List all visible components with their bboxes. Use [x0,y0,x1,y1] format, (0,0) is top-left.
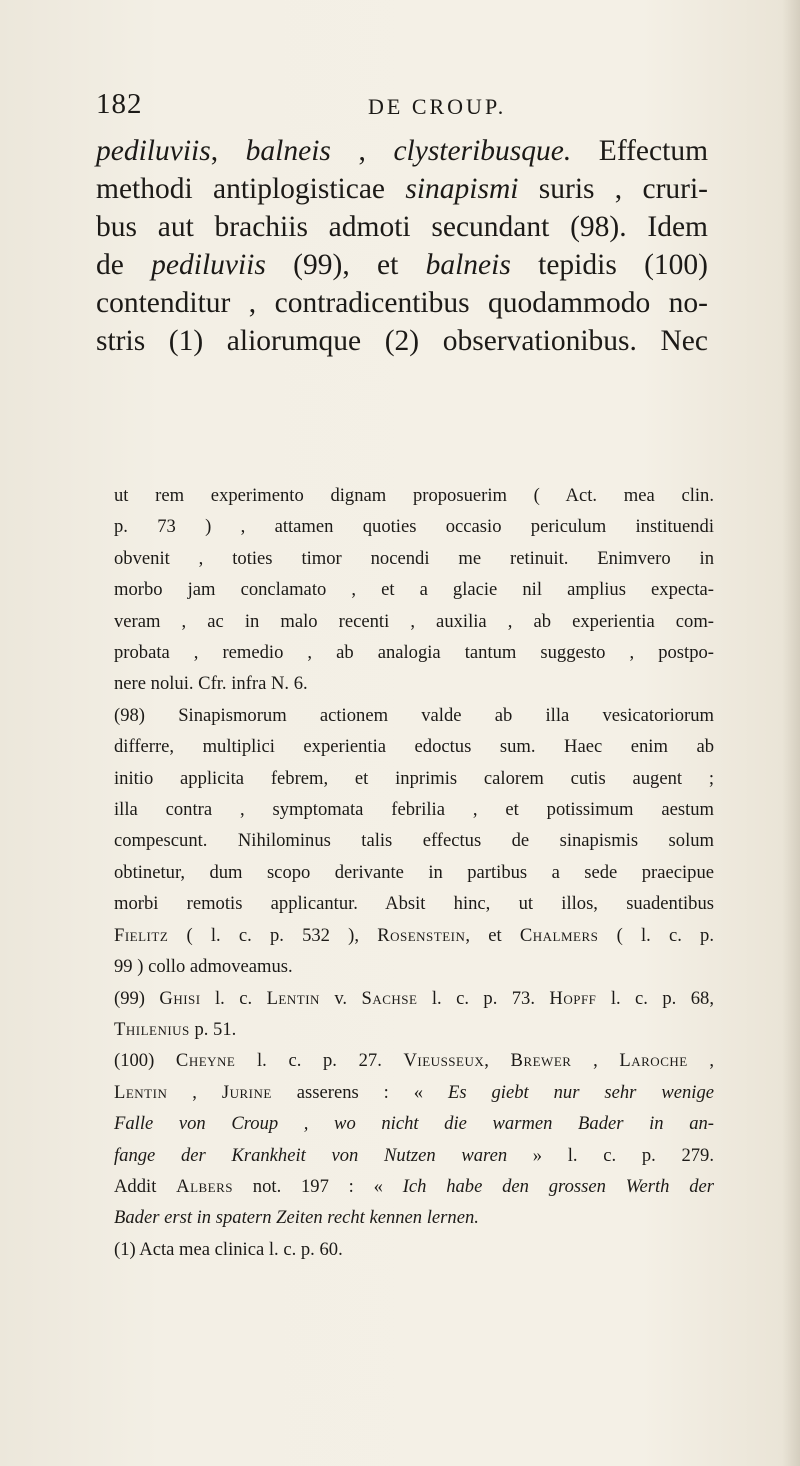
footnote-text: (98) Sinapismorum actionem valde ab illa vesicatoriorum [114,704,714,726]
footnote-text: l. c. p. 27. [235,1050,404,1072]
footnote-text: p. 73 ) , attamen quoties occasio periculum instituendi [114,516,714,538]
author-name: Hopff [549,987,597,1009]
footnote-text: , [687,1050,714,1072]
body-text: Effectum [571,135,709,167]
body-text: methodi antiplogisticae [96,173,406,205]
page-header [96,88,696,128]
footnote-line [114,1171,714,1202]
footnote-line [114,857,714,888]
footnotes [114,480,714,1265]
footnote-line [114,1234,714,1265]
footnote-text: initio applicita febrem, et inprimis calorem cutis augent ; [114,767,714,789]
author-name: Brewer [510,1050,572,1072]
body-text: tepidis (100) [510,249,709,281]
footnote-text: , [484,1050,511,1072]
body-line [96,208,708,246]
footnote-line [114,511,714,542]
footnote-text: (100) [114,1050,176,1072]
author-name: Lentin [114,1081,168,1103]
footnote-line [114,637,714,668]
body-text: de [96,249,152,281]
body-text: , [330,135,394,167]
footnote-line [114,1077,714,1108]
footnote-text: nere nolui. Cfr. infra N. 6. [114,673,308,695]
footnote-line [114,951,714,982]
footnote-text: , et [465,924,520,946]
footnote-text: not. 197 : « [233,1175,403,1197]
footnote-text: p. 51. [189,1018,237,1040]
author-name: Vieusseux [403,1050,485,1072]
footnote-line [114,794,714,825]
author-name: Lentin [266,987,320,1009]
footnote-text: 99 ) collo admoveamus. [114,956,293,978]
author-name: Thilenius [114,1018,190,1040]
body-text: bus aut brachiis admoti secundant (98). Idem [96,211,708,243]
body-line [96,170,708,208]
footnote-line [114,1014,714,1045]
italic-term: balneis [245,135,331,167]
footnote-line [114,606,714,637]
footnote-text: morbi remotis applicantur. Absit hinc, ut illos, suadentibus [114,893,714,915]
author-name: Rosenstein [377,924,466,946]
italic-term: pediluviis [96,135,211,167]
footnote-line [114,983,714,1014]
footnote-line [114,700,714,731]
footnote-text: ut rem experimento dignam proposuerim ( Act. mea clin. [114,485,714,506]
body-text: , [210,135,246,167]
author-name: Albers [176,1175,234,1197]
footnote-text: v. [319,987,362,1009]
footnote-text: (1) Acta mea clinica l. c. p. 60. [114,1238,343,1260]
footnote-text: , [571,1050,620,1072]
footnote-line [114,668,714,699]
body-line [96,322,708,360]
footnote-text: Addit [114,1175,177,1197]
footnote-text: obvenit , toties timor nocendi me retinuit. Enimvero in [114,547,714,569]
footnote-text: » l. c. p. 279. [507,1144,714,1166]
footnote-text: obtinetur, dum scopo derivante in partibus a sede praecipue [114,861,714,883]
german-quote: Es giebt nur sehr wenige [447,1081,714,1103]
page-edge-shadow [782,0,800,1466]
footnote-text: ( l. c. p. 532 ), [168,924,378,946]
footnote-text: , [167,1081,222,1103]
footnote-text: (99) [114,987,160,1009]
german-quote: Bader erst in spatern Zeiten recht kennen lernen. [114,1207,479,1229]
footnote-line [114,920,714,951]
footnote-text: illa contra , symptomata febrilia , et potissimum aestum [114,799,714,821]
footnote-line [114,1108,714,1139]
body-text: suris , cruri- [518,173,708,205]
author-name: Fielitz [114,924,169,946]
footnote-text: veram , ac in malo recenti , auxilia , ab experientia com- [114,610,714,632]
footnote-text: l. c. p. 68, [596,987,714,1009]
author-name: Laroche [619,1050,688,1072]
author-name: Jurine [221,1081,272,1103]
footnote-line [114,543,714,574]
german-quote: Falle von Croup , wo nicht die warmen Bader in an- [114,1113,714,1135]
footnote-line [114,763,714,794]
body-text: stris (1) aliorumque (2) observationibus. Nec [96,325,708,357]
footnote-line [114,480,714,511]
footnote-line [114,731,714,762]
author-name: Ghisi [159,987,201,1009]
main-text [96,132,708,360]
footnote-text: compescunt. Nihilominus talis effectus de sinapismis solum [114,830,714,852]
italic-term: sinapismi [405,173,519,205]
italic-term: clysteribusque. [393,135,572,167]
italic-term: pediluviis [151,249,266,281]
footnote-line [114,1202,714,1233]
footnote-text: probata , remedio , ab analogia tantum suggesto , postpo- [114,642,714,664]
footnote-line [114,888,714,919]
italic-term: balneis [425,249,511,281]
footnote-text: morbo jam conclamato , et a glacie nil amplius expecta- [114,579,714,601]
footnote-line [114,574,714,605]
footnote-line [114,1045,714,1076]
footnote-text: ( l. c. p. [598,924,714,946]
footnote-line [114,825,714,856]
body-line [96,246,708,284]
body-line [96,132,708,170]
footnote-line [114,1140,714,1171]
running-head: DE CROUP. [368,94,507,119]
footnote-text: differre, multiplici experientia edoctus sum. Haec enim ab [114,736,714,758]
author-name: Cheyne [175,1050,236,1072]
body-text: (99), et [265,249,426,281]
author-name: Sachse [361,987,418,1009]
german-quote: Ich habe den grossen Werth der [402,1175,714,1197]
page-number: 182 [96,88,143,120]
body-text: contenditur , contradicentibus quodammodo no- [96,287,708,319]
footnote-text: l. c. p. 73. [417,987,550,1009]
author-name: Chalmers [519,924,599,946]
footnote-text: l. c. [200,987,267,1009]
body-line [96,284,708,322]
german-quote: fange der Krankheit von Nutzen waren [114,1144,508,1166]
footnote-text: asserens : « [271,1081,448,1103]
